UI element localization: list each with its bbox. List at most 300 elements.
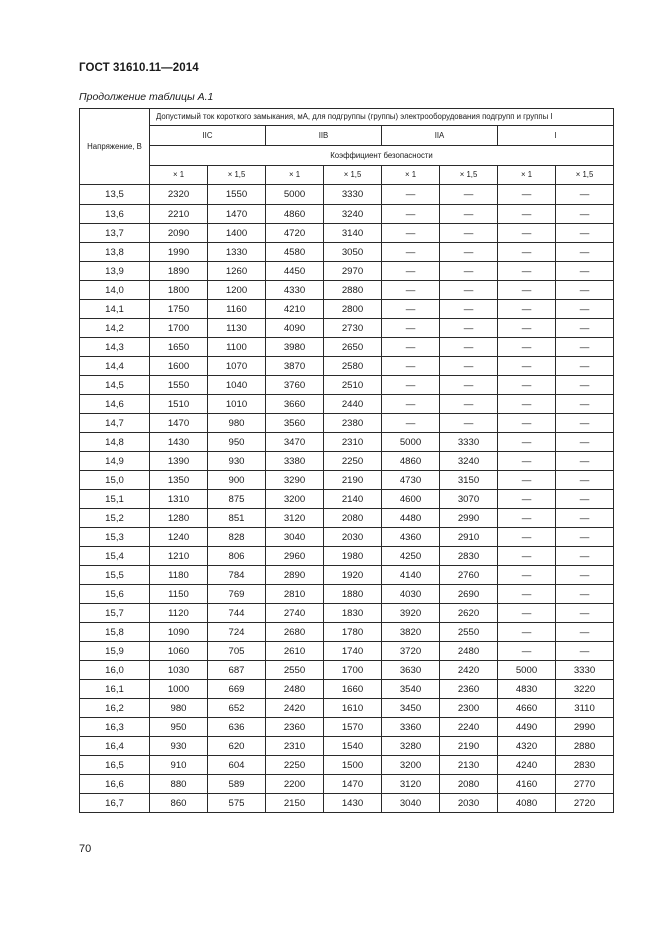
current-value-cell: 1920	[324, 566, 382, 585]
current-value-cell: 620	[208, 737, 266, 756]
current-value-cell: 4330	[266, 281, 324, 300]
current-value-cell: 3330	[440, 433, 498, 452]
current-value-cell: —	[382, 243, 440, 262]
current-value-cell: —	[498, 185, 556, 205]
current-value-cell: 2620	[440, 604, 498, 623]
current-value-cell: 5000	[266, 185, 324, 205]
current-value-cell: —	[556, 414, 614, 433]
current-value-cell: 575	[208, 794, 266, 813]
current-value-cell: —	[498, 300, 556, 319]
current-value-cell: 3920	[382, 604, 440, 623]
table-row	[80, 338, 614, 357]
current-value-cell: —	[498, 490, 556, 509]
current-value-cell: —	[440, 205, 498, 224]
current-value-cell: —	[440, 395, 498, 414]
current-value-cell: 950	[150, 718, 208, 737]
current-value-cell: —	[556, 490, 614, 509]
current-value-cell: 769	[208, 585, 266, 604]
current-value-cell: 4140	[382, 566, 440, 585]
current-value-cell: 2760	[440, 566, 498, 585]
current-value-cell: 950	[208, 433, 266, 452]
current-value-cell: 4240	[498, 756, 556, 775]
group-header: I	[498, 126, 614, 146]
current-value-cell: 2690	[440, 585, 498, 604]
table-row	[80, 794, 614, 813]
current-value-cell: —	[556, 300, 614, 319]
current-value-cell: —	[498, 642, 556, 661]
table-row	[80, 699, 614, 718]
current-value-cell: —	[382, 300, 440, 319]
current-value-cell: 806	[208, 547, 266, 566]
table-row	[80, 490, 614, 509]
current-value-cell: —	[498, 357, 556, 376]
current-value-cell: 3330	[556, 661, 614, 680]
safety-factor-cell: × 1,5	[440, 166, 498, 185]
voltage-cell: 15,7	[80, 604, 150, 623]
current-value-cell: 4320	[498, 737, 556, 756]
current-value-cell: 980	[150, 699, 208, 718]
current-value-cell: 705	[208, 642, 266, 661]
safety-factor-header: Коэффициент безопасности	[150, 146, 614, 166]
current-value-cell: 2740	[266, 604, 324, 623]
table-row	[80, 775, 614, 794]
current-value-cell: 3070	[440, 490, 498, 509]
current-value-cell: —	[440, 414, 498, 433]
current-value-cell: 3200	[266, 490, 324, 509]
current-value-cell: —	[498, 604, 556, 623]
table-row	[80, 395, 614, 414]
current-value-cell: 1570	[324, 718, 382, 737]
table-row	[80, 661, 614, 680]
voltage-cell: 15,2	[80, 509, 150, 528]
table-row	[80, 414, 614, 433]
current-value-cell: 2420	[266, 699, 324, 718]
current-value-cell: 2800	[324, 300, 382, 319]
current-value-cell: 2420	[440, 661, 498, 680]
current-value-cell: 1060	[150, 642, 208, 661]
current-value-cell: —	[382, 357, 440, 376]
current-value-cell: 2250	[266, 756, 324, 775]
current-value-cell: 1700	[324, 661, 382, 680]
current-value-cell: 2190	[324, 471, 382, 490]
current-value-cell: 2730	[324, 319, 382, 338]
voltage-cell: 15,1	[80, 490, 150, 509]
table-row	[80, 642, 614, 661]
current-value-cell: 724	[208, 623, 266, 642]
current-value-cell: —	[556, 185, 614, 205]
current-value-cell: 2440	[324, 395, 382, 414]
current-value-cell: 3380	[266, 452, 324, 471]
current-value-cell: 1660	[324, 680, 382, 699]
current-value-cell: 851	[208, 509, 266, 528]
current-value-cell: —	[382, 376, 440, 395]
safety-factor-cell: × 1	[498, 166, 556, 185]
table-row	[80, 604, 614, 623]
current-value-cell: 2990	[440, 509, 498, 528]
voltage-cell: 16,5	[80, 756, 150, 775]
voltage-cell: 13,5	[80, 185, 150, 205]
current-value-cell: 1240	[150, 528, 208, 547]
current-value-cell: —	[382, 205, 440, 224]
current-value-cell: —	[498, 585, 556, 604]
current-value-cell: —	[556, 585, 614, 604]
current-value-cell: 2140	[324, 490, 382, 509]
current-value-cell: 930	[150, 737, 208, 756]
current-value-cell: 3280	[382, 737, 440, 756]
current-value-cell: 3870	[266, 357, 324, 376]
current-value-cell: —	[556, 262, 614, 281]
current-value-cell: 1740	[324, 642, 382, 661]
current-value-cell: —	[498, 262, 556, 281]
current-value-cell: 2880	[324, 281, 382, 300]
group-header: IIC	[150, 126, 266, 146]
voltage-cell: 15,4	[80, 547, 150, 566]
current-value-cell: 2970	[324, 262, 382, 281]
current-value-cell: 4860	[382, 452, 440, 471]
safety-factor-cell: × 1	[150, 166, 208, 185]
current-value-cell: 860	[150, 794, 208, 813]
current-value-cell: 2890	[266, 566, 324, 585]
safety-factor-cell: × 1	[382, 166, 440, 185]
current-value-cell: 1540	[324, 737, 382, 756]
current-value-cell: 1880	[324, 585, 382, 604]
current-value-cell: —	[382, 224, 440, 243]
current-value-cell: 4600	[382, 490, 440, 509]
current-value-cell: —	[440, 281, 498, 300]
current-value-cell: —	[440, 376, 498, 395]
current-value-cell: 2830	[440, 547, 498, 566]
current-value-cell: 4580	[266, 243, 324, 262]
current-value-cell: 3110	[556, 699, 614, 718]
current-value-cell: 4360	[382, 528, 440, 547]
current-value-cell: 2680	[266, 623, 324, 642]
current-value-cell: 3450	[382, 699, 440, 718]
current-value-cell: 4480	[382, 509, 440, 528]
current-value-cell: 2320	[150, 185, 208, 205]
current-value-cell: 880	[150, 775, 208, 794]
current-value-cell: —	[440, 243, 498, 262]
table-row	[80, 262, 614, 281]
current-value-cell: 2200	[266, 775, 324, 794]
voltage-cell: 16,1	[80, 680, 150, 699]
current-value-cell: —	[382, 338, 440, 357]
current-value-cell: 3980	[266, 338, 324, 357]
table-row	[80, 205, 614, 224]
voltage-cell: 13,9	[80, 262, 150, 281]
current-value-cell: —	[556, 319, 614, 338]
current-value-cell: 3120	[266, 509, 324, 528]
current-value-cell: —	[556, 452, 614, 471]
current-value-cell: —	[556, 338, 614, 357]
current-value-cell: 2090	[150, 224, 208, 243]
current-value-cell: 2650	[324, 338, 382, 357]
current-value-cell: 604	[208, 756, 266, 775]
table-row	[80, 376, 614, 395]
table-row	[80, 737, 614, 756]
current-value-cell: 875	[208, 490, 266, 509]
voltage-cell: 16,7	[80, 794, 150, 813]
current-value-cell: —	[498, 471, 556, 490]
current-value-cell: —	[556, 623, 614, 642]
current-value-cell: 2210	[150, 205, 208, 224]
current-value-cell: —	[440, 357, 498, 376]
current-value-cell: —	[498, 433, 556, 452]
current-value-cell: 3540	[382, 680, 440, 699]
current-value-cell: —	[556, 395, 614, 414]
current-value-cell: 2250	[324, 452, 382, 471]
current-value-cell: 2770	[556, 775, 614, 794]
table-row	[80, 680, 614, 699]
current-value-cell: 1120	[150, 604, 208, 623]
current-value-cell: 4830	[498, 680, 556, 699]
current-value-cell: 3050	[324, 243, 382, 262]
current-value-cell: 2510	[324, 376, 382, 395]
current-value-cell: 5000	[382, 433, 440, 452]
current-value-cell: 3120	[382, 775, 440, 794]
current-value-cell: —	[440, 300, 498, 319]
current-value-cell: 2300	[440, 699, 498, 718]
table-row	[80, 357, 614, 376]
current-value-cell: —	[556, 566, 614, 585]
voltage-cell: 14,3	[80, 338, 150, 357]
voltage-cell: 16,3	[80, 718, 150, 737]
current-value-cell: 3040	[382, 794, 440, 813]
current-value-cell: 1430	[324, 794, 382, 813]
current-value-cell: —	[382, 262, 440, 281]
current-value-cell: 3200	[382, 756, 440, 775]
current-value-cell: 4660	[498, 699, 556, 718]
current-value-cell: 980	[208, 414, 266, 433]
current-value-cell: —	[382, 395, 440, 414]
voltage-cell: 14,8	[80, 433, 150, 452]
current-value-cell: —	[556, 433, 614, 452]
current-value-cell: —	[382, 185, 440, 205]
current-value-cell: —	[498, 376, 556, 395]
document-title: ГОСТ 31610.11—2014	[79, 62, 199, 74]
table-row	[80, 718, 614, 737]
current-value-cell: 1550	[208, 185, 266, 205]
current-value-cell: 1260	[208, 262, 266, 281]
current-value-cell: 3470	[266, 433, 324, 452]
group-header: IIA	[382, 126, 498, 146]
current-value-cell: 1390	[150, 452, 208, 471]
current-value-cell: 652	[208, 699, 266, 718]
current-value-cell: 3040	[266, 528, 324, 547]
current-value-cell: 4860	[266, 205, 324, 224]
table-row	[80, 300, 614, 319]
voltage-cell: 15,6	[80, 585, 150, 604]
current-value-cell: —	[556, 528, 614, 547]
current-value-cell: 4090	[266, 319, 324, 338]
current-value-cell: 2720	[556, 794, 614, 813]
current-value-cell: —	[498, 224, 556, 243]
current-value-cell: 3240	[440, 452, 498, 471]
current-value-cell: 1350	[150, 471, 208, 490]
voltage-column-header: Напряжение, В	[80, 109, 150, 185]
voltage-cell: 14,4	[80, 357, 150, 376]
current-value-cell: 784	[208, 566, 266, 585]
current-value-cell: —	[556, 471, 614, 490]
voltage-cell: 14,0	[80, 281, 150, 300]
current-value-cell: —	[498, 319, 556, 338]
current-value-cell: 4720	[266, 224, 324, 243]
table-row	[80, 509, 614, 528]
current-value-cell: 4730	[382, 471, 440, 490]
current-value-cell: 1500	[324, 756, 382, 775]
voltage-cell: 14,9	[80, 452, 150, 471]
current-value-cell: 4080	[498, 794, 556, 813]
group-header: IIB	[266, 126, 382, 146]
current-value-cell: —	[498, 205, 556, 224]
current-value-cell: 2380	[324, 414, 382, 433]
current-value-cell: —	[498, 395, 556, 414]
current-value-cell: —	[440, 338, 498, 357]
current-value-cell: 1990	[150, 243, 208, 262]
current-value-cell: —	[556, 547, 614, 566]
current-value-cell: 1780	[324, 623, 382, 642]
current-value-cell: —	[382, 414, 440, 433]
current-value-cell: —	[556, 604, 614, 623]
current-value-cell: 1100	[208, 338, 266, 357]
current-value-cell: —	[498, 414, 556, 433]
current-value-cell: 3220	[556, 680, 614, 699]
current-value-cell: 1650	[150, 338, 208, 357]
safety-factor-cell: × 1,5	[208, 166, 266, 185]
voltage-cell: 15,3	[80, 528, 150, 547]
table-row	[80, 452, 614, 471]
current-value-cell: 4160	[498, 775, 556, 794]
current-value-cell: 1150	[150, 585, 208, 604]
current-value-cell: 900	[208, 471, 266, 490]
current-value-cell: 1470	[324, 775, 382, 794]
current-value-cell: 1030	[150, 661, 208, 680]
voltage-cell: 14,5	[80, 376, 150, 395]
table-row	[80, 319, 614, 338]
voltage-cell: 14,6	[80, 395, 150, 414]
table-row	[80, 471, 614, 490]
current-value-cell: 1280	[150, 509, 208, 528]
current-value-cell: 2360	[266, 718, 324, 737]
current-value-cell: —	[440, 262, 498, 281]
safety-factor-cell: × 1	[266, 166, 324, 185]
current-value-cell: 3760	[266, 376, 324, 395]
current-value-cell: —	[440, 224, 498, 243]
current-value-cell: 687	[208, 661, 266, 680]
current-value-cell: —	[498, 623, 556, 642]
current-value-cell: 3150	[440, 471, 498, 490]
current-value-cell: 3720	[382, 642, 440, 661]
current-value-cell: 1470	[150, 414, 208, 433]
current-value-cell: 1310	[150, 490, 208, 509]
current-value-cell: 1010	[208, 395, 266, 414]
current-value-cell: 2130	[440, 756, 498, 775]
table-row	[80, 756, 614, 775]
voltage-cell: 14,7	[80, 414, 150, 433]
current-value-cell: 1980	[324, 547, 382, 566]
current-value-cell: 2190	[440, 737, 498, 756]
current-value-cell: 930	[208, 452, 266, 471]
current-value-cell: 1070	[208, 357, 266, 376]
current-value-cell: 1470	[208, 205, 266, 224]
current-value-cell: 2990	[556, 718, 614, 737]
current-value-cell: 1160	[208, 300, 266, 319]
current-value-cell: —	[556, 205, 614, 224]
table-row	[80, 433, 614, 452]
current-value-cell: 1200	[208, 281, 266, 300]
current-value-cell: 3630	[382, 661, 440, 680]
current-value-cell: —	[382, 319, 440, 338]
current-value-cell: 1130	[208, 319, 266, 338]
voltage-cell: 15,0	[80, 471, 150, 490]
current-value-cell: 2910	[440, 528, 498, 547]
voltage-cell: 16,4	[80, 737, 150, 756]
current-value-cell: 2030	[324, 528, 382, 547]
current-value-cell: 669	[208, 680, 266, 699]
current-value-cell: 1040	[208, 376, 266, 395]
current-value-cell: 3240	[324, 205, 382, 224]
current-value-cell: 2480	[440, 642, 498, 661]
voltage-cell: 13,6	[80, 205, 150, 224]
current-value-cell: 2960	[266, 547, 324, 566]
table-caption: Продолжение таблицы А.1	[79, 91, 214, 103]
current-value-cell: 1550	[150, 376, 208, 395]
current-value-cell: 2480	[266, 680, 324, 699]
voltage-cell: 14,1	[80, 300, 150, 319]
current-value-cell: 4250	[382, 547, 440, 566]
current-value-cell: —	[498, 528, 556, 547]
current-value-cell: —	[498, 281, 556, 300]
safety-factor-cell: × 1,5	[324, 166, 382, 185]
current-value-cell: —	[556, 243, 614, 262]
voltage-cell: 14,2	[80, 319, 150, 338]
voltage-cell: 13,7	[80, 224, 150, 243]
current-value-cell: 2080	[324, 509, 382, 528]
current-value-cell: —	[382, 281, 440, 300]
current-value-cell: 2830	[556, 756, 614, 775]
voltage-cell: 13,8	[80, 243, 150, 262]
current-value-cell: 636	[208, 718, 266, 737]
table-row	[80, 185, 614, 205]
current-value-cell: —	[498, 547, 556, 566]
table-row	[80, 585, 614, 604]
current-value-cell: 3560	[266, 414, 324, 433]
current-value-cell: 744	[208, 604, 266, 623]
current-value-cell: 1330	[208, 243, 266, 262]
current-value-cell: —	[498, 338, 556, 357]
table-row	[80, 243, 614, 262]
current-value-cell: 1610	[324, 699, 382, 718]
current-value-cell: 2310	[266, 737, 324, 756]
current-value-cell: 1510	[150, 395, 208, 414]
current-value-cell: —	[556, 281, 614, 300]
current-value-cell: 1000	[150, 680, 208, 699]
current-value-cell: 2880	[556, 737, 614, 756]
table-row	[80, 224, 614, 243]
current-value-cell: 4450	[266, 262, 324, 281]
table-row	[80, 528, 614, 547]
table-row	[80, 547, 614, 566]
current-value-cell: 2360	[440, 680, 498, 699]
current-value-cell: 1210	[150, 547, 208, 566]
current-value-cell: —	[556, 642, 614, 661]
current-value-cell: 4490	[498, 718, 556, 737]
current-value-cell: 2080	[440, 775, 498, 794]
current-value-cell: 2150	[266, 794, 324, 813]
current-value-cell: 1800	[150, 281, 208, 300]
current-value-cell: 1750	[150, 300, 208, 319]
current-value-cell: 5000	[498, 661, 556, 680]
current-value-cell: —	[498, 243, 556, 262]
